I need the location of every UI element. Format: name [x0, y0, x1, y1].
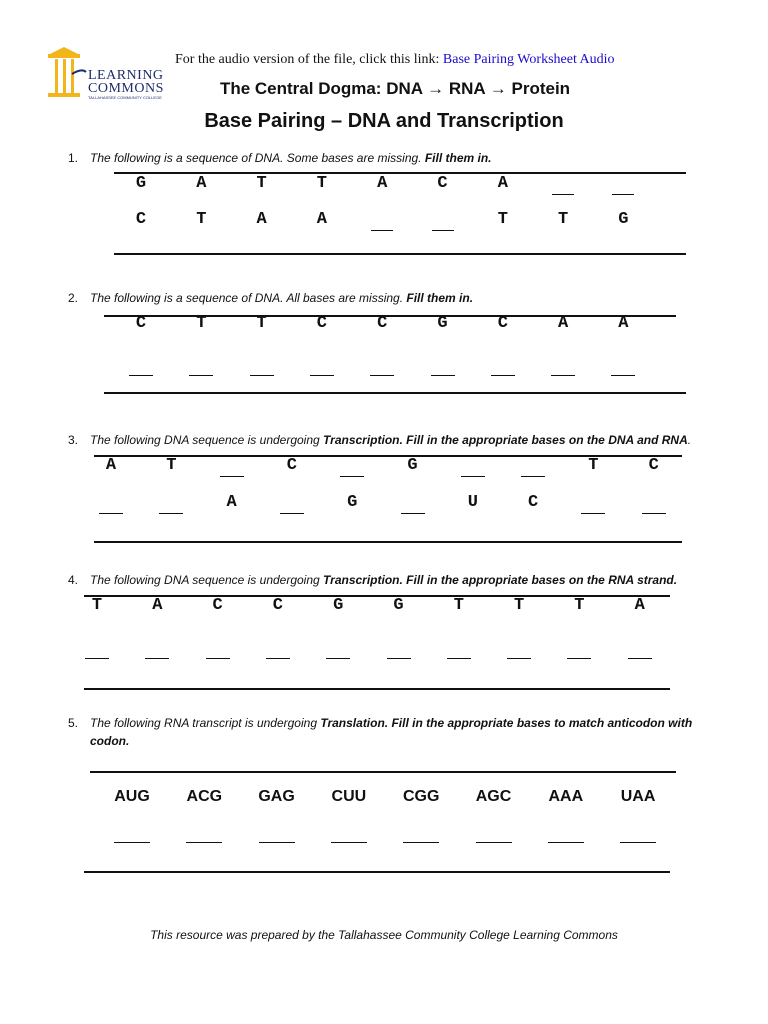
logo-tagline: TALLAHASSEE COMMUNITY COLLEGE: [88, 95, 162, 100]
base-row1-0: G: [135, 174, 147, 193]
question-number: 3.: [68, 433, 79, 447]
base-row1-0: A: [105, 456, 117, 475]
blank-row2-5[interactable]: [432, 230, 454, 231]
question-number: 5.: [68, 716, 79, 730]
base-row1-8: A: [618, 314, 629, 333]
codon-0: AUG: [114, 788, 150, 805]
blank-row2-1[interactable]: [145, 658, 169, 659]
question-4-bottom-rule: [84, 688, 670, 690]
audio-prefix: For the audio version of the file, click this link:: [175, 52, 443, 67]
anticodon-blank-3[interactable]: [331, 842, 367, 843]
base-row1-1: T: [196, 314, 207, 333]
blank-row2-3[interactable]: [310, 375, 334, 376]
anticodon-blank-4[interactable]: [403, 842, 439, 843]
question-instruction: Fill them in.: [406, 291, 474, 305]
base-row1-6: A: [497, 174, 508, 193]
codon-5: AGC: [475, 788, 512, 805]
question-text: The following is a sequence of DNA. All bases are missing.: [90, 291, 407, 305]
logo-text-commons: COMMONS: [88, 81, 164, 96]
base-row1-3: C: [272, 596, 283, 615]
base-row2-7: C: [527, 493, 539, 512]
question-text: The following is a sequence of DNA. Some bases are missing.: [90, 151, 425, 165]
question-3-bottom-rule: [94, 541, 682, 543]
base-row1-2: T: [256, 174, 267, 193]
blank-row2-0[interactable]: [85, 658, 109, 659]
base-row2-4: G: [347, 493, 358, 512]
blank-row2-4[interactable]: [371, 230, 393, 231]
blank-row2-2[interactable]: [250, 375, 274, 376]
question-5-bottom-rule: [84, 871, 670, 873]
base-row2-3: A: [316, 210, 327, 229]
base-row1-2: T: [256, 314, 267, 333]
base-row1-5: C: [437, 174, 448, 193]
base-row1-1: A: [196, 174, 207, 193]
base-row1-4: G: [333, 596, 344, 615]
base-row1-3: C: [286, 456, 297, 475]
question-5-top-rule: [90, 771, 676, 773]
blank-row2-0[interactable]: [99, 513, 123, 514]
blank-row2-7[interactable]: [551, 375, 575, 376]
anticodon-blank-1[interactable]: [186, 842, 222, 843]
base-row1-9: C: [648, 456, 659, 475]
base-row2-1: T: [196, 210, 207, 229]
question-1: [68, 149, 718, 167]
base-row2-2: A: [226, 493, 237, 512]
audio-link[interactable]: Base Pairing Worksheet Audio: [442, 52, 615, 67]
base-row2-6: T: [497, 210, 508, 229]
blank-row1-7[interactable]: [552, 194, 574, 195]
blank-row1-7[interactable]: [521, 476, 545, 477]
blank-row2-5[interactable]: [431, 375, 455, 376]
question-number: 2.: [68, 291, 79, 305]
blank-row2-2[interactable]: [206, 658, 230, 659]
page-title: The Central Dogma: DNA → RNA → Protein: [219, 79, 571, 98]
base-row1-3: T: [316, 174, 327, 193]
base-row1-4: C: [377, 314, 388, 333]
question-5: [68, 714, 718, 750]
blank-row2-8[interactable]: [611, 375, 635, 376]
question-number: 4.: [68, 573, 79, 587]
anticodon-blank-0[interactable]: [114, 842, 150, 843]
question-tail: .: [687, 433, 692, 447]
base-row1-4: A: [377, 174, 388, 193]
anticodon-blank-6[interactable]: [548, 842, 584, 843]
question-instruction: Transcription. Fill in the appropriate bases on the RNA strand.: [323, 573, 678, 587]
blank-row1-6[interactable]: [461, 476, 485, 477]
base-row1-0: C: [135, 314, 147, 333]
codon-2: GAG: [258, 788, 295, 805]
anticodon-blank-7[interactable]: [620, 842, 656, 843]
base-row1-1: A: [152, 596, 163, 615]
blank-row2-5[interactable]: [401, 513, 425, 514]
footer-credit: This resource was prepared by the Tallahassee Community College Learning Commons: [150, 928, 618, 942]
blank-row2-6[interactable]: [491, 375, 515, 376]
question-text: The following RNA transcript is undergoing: [90, 716, 321, 730]
anticodon-blank-5[interactable]: [476, 842, 512, 843]
codon-4: CGG: [402, 788, 440, 805]
question-4: [68, 571, 718, 589]
base-row1-5: G: [437, 314, 448, 333]
question-number: 1.: [68, 151, 79, 165]
base-row1-5: G: [407, 456, 418, 475]
blank-row2-7[interactable]: [507, 658, 531, 659]
blank-row1-4[interactable]: [340, 476, 364, 477]
blank-row2-1[interactable]: [159, 513, 183, 514]
base-row2-0: C: [135, 210, 147, 229]
blank-row2-9[interactable]: [628, 658, 652, 659]
question-text: The following DNA sequence is undergoing: [90, 433, 324, 447]
base-row1-8: T: [588, 456, 599, 475]
base-row2-8: G: [618, 210, 629, 229]
logo-text-learning: LEARNING: [88, 68, 164, 83]
base-row1-6: C: [497, 314, 508, 333]
blank-row1-2[interactable]: [220, 476, 244, 477]
base-row2-2: A: [256, 210, 267, 229]
question-instruction: Translation. Fill in the appropriate bases to match anticodon with codon.: [90, 716, 693, 748]
blank-row2-4[interactable]: [326, 658, 350, 659]
base-row1-7: T: [513, 596, 525, 615]
blank-row2-3[interactable]: [280, 513, 304, 514]
base-row2-6: U: [467, 493, 478, 512]
blank-row2-8[interactable]: [581, 513, 605, 514]
codon-1: ACG: [186, 788, 223, 805]
question-instruction: Transcription. Fill in the appropriate bases on the DNA and RNA: [323, 433, 688, 447]
base-row1-6: T: [453, 596, 464, 615]
base-row1-5: G: [393, 596, 404, 615]
blank-row2-6[interactable]: [447, 658, 471, 659]
question-text: The following DNA sequence is undergoing: [90, 573, 324, 587]
blank-row2-8[interactable]: [567, 658, 591, 659]
blank-row2-3[interactable]: [266, 658, 290, 659]
base-row1-2: C: [212, 596, 223, 615]
codon-7: UAA: [620, 788, 656, 805]
blank-row2-1[interactable]: [189, 375, 213, 376]
page-subtitle: Base Pairing – DNA and Transcription: [204, 110, 564, 132]
base-row1-7: A: [557, 314, 569, 333]
question-1-bottom-rule: [114, 253, 686, 255]
blank-row2-0[interactable]: [129, 375, 153, 376]
base-row1-1: T: [166, 456, 177, 475]
base-row1-8: T: [574, 596, 585, 615]
blank-row2-4[interactable]: [370, 375, 394, 376]
codon-6: AAA: [548, 788, 584, 805]
question-instruction: Fill them in.: [424, 151, 492, 165]
codon-3: CUU: [331, 788, 367, 805]
blank-row2-5[interactable]: [387, 658, 411, 659]
question-3: [68, 431, 718, 449]
question-2-bottom-rule: [104, 392, 686, 394]
base-row2-7: T: [557, 210, 569, 229]
anticodon-blank-2[interactable]: [259, 842, 295, 843]
question-2: [68, 289, 718, 307]
base-row1-3: C: [316, 314, 327, 333]
audio-line: [175, 52, 615, 68]
blank-row2-9[interactable]: [642, 513, 666, 514]
base-row1-0: T: [91, 596, 103, 615]
base-row1-9: A: [634, 596, 645, 615]
blank-row1-8[interactable]: [612, 194, 634, 195]
